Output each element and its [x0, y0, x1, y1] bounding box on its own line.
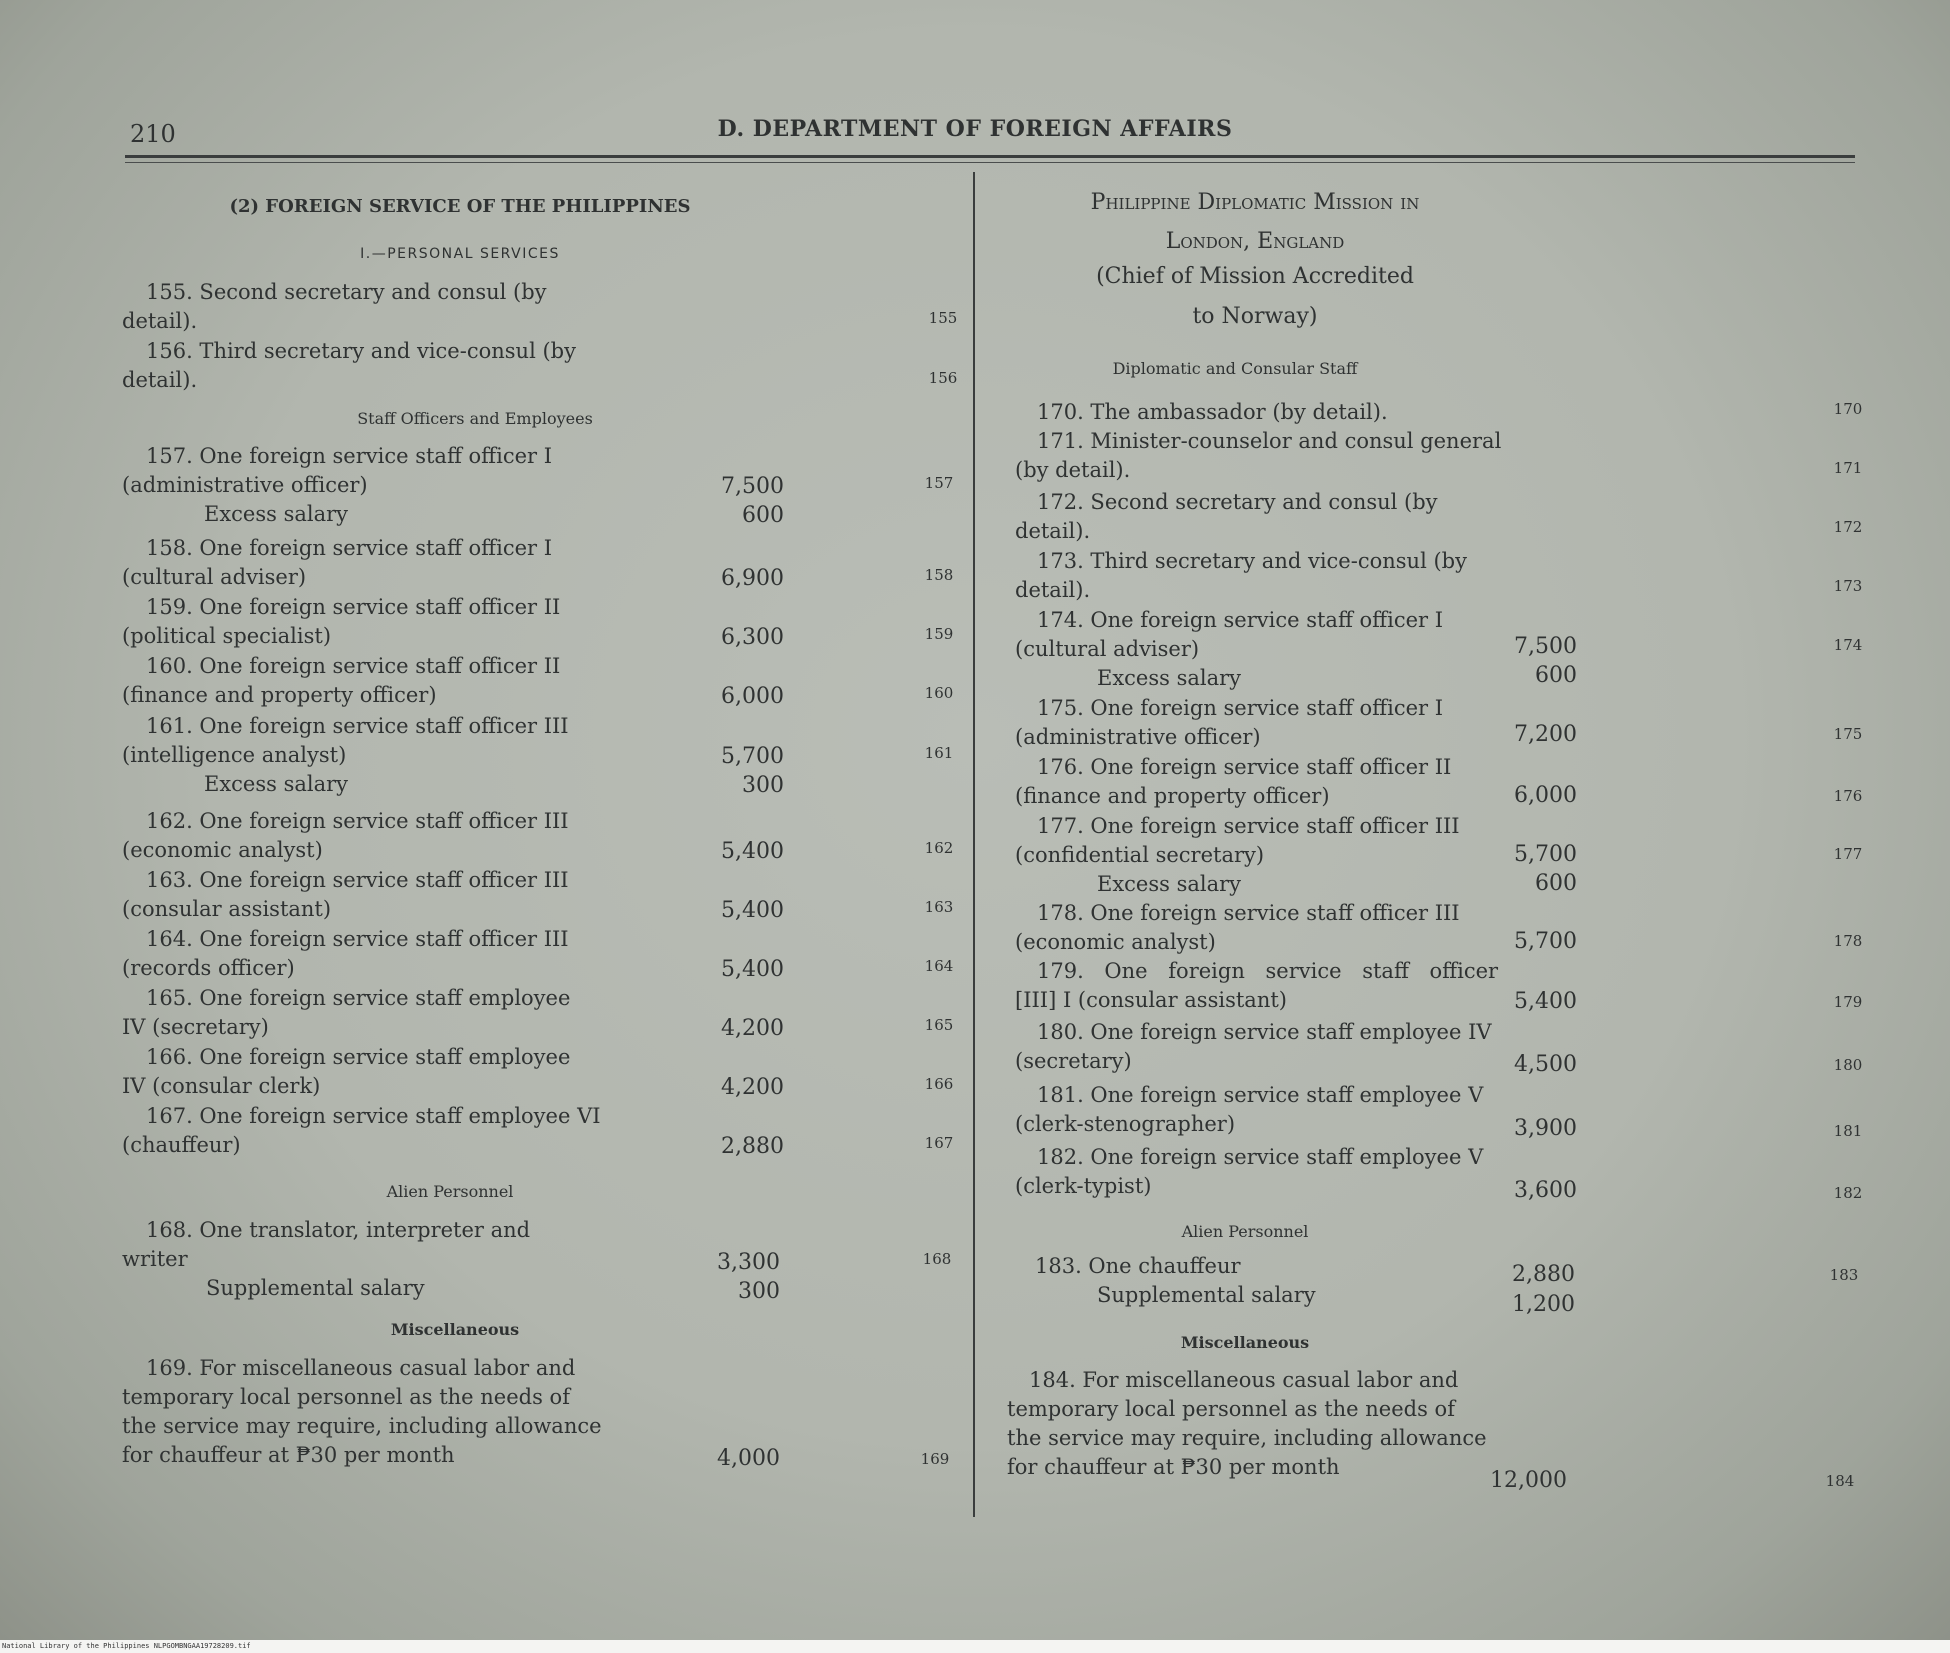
- line-number: 178: [1833, 932, 1863, 950]
- mission-title-4: to Norway): [1192, 304, 1318, 329]
- line-item-179: [1015, 957, 1515, 1015]
- excess-label: Supplemental salary: [1097, 1283, 1316, 1307]
- item-text: 179. One foreign service staff officer: [1037, 959, 1499, 983]
- page-number: 210: [130, 120, 176, 148]
- item-text: 165. One foreign service staff employee: [146, 986, 571, 1010]
- amount: 7,200: [1514, 722, 1577, 747]
- excess-amount: 600: [742, 503, 784, 528]
- item-text: (administrative officer): [1015, 725, 1261, 749]
- line-item-183: [1015, 1252, 1515, 1310]
- mission-title-1: Philippine Diplomatic Mission in: [1090, 190, 1420, 215]
- excess-label: Supplemental salary: [206, 1276, 425, 1300]
- item-text: temporary local personnel as the needs of: [122, 1385, 570, 1409]
- line-number: 164: [924, 957, 954, 975]
- line-number: 170: [1833, 400, 1863, 418]
- item-text: 155. Second secretary and consul (by: [146, 280, 547, 304]
- item-text: 182. One foreign service staff employee V: [1037, 1145, 1484, 1169]
- item-text: (finance and property officer): [122, 683, 437, 707]
- amount: 6,300: [721, 625, 784, 650]
- line-number: 180: [1833, 1056, 1863, 1074]
- item-text: (intelligence analyst): [122, 743, 347, 767]
- line-number: 177: [1833, 845, 1863, 863]
- item-text: 163. One foreign service staff officer III: [146, 868, 569, 892]
- line-number: 163: [924, 898, 954, 916]
- line-item-184: [1007, 1366, 1515, 1482]
- line-number: 173: [1833, 577, 1863, 595]
- line-number: 166: [924, 1075, 954, 1093]
- item-text: 175. One foreign service staff officer I: [1037, 696, 1444, 720]
- excess-amount: 300: [742, 773, 784, 798]
- line-number: 168: [922, 1250, 952, 1268]
- item-text: (confidential secretary): [1015, 843, 1265, 867]
- item-text: detail).: [122, 309, 198, 333]
- line-item-174: [1015, 606, 1515, 693]
- amount: 6,900: [721, 566, 784, 591]
- section-subtitle: I.—PERSONAL SERVICES: [360, 246, 560, 262]
- subheading-staff: Staff Officers and Employees: [357, 409, 593, 428]
- line-number: 179: [1833, 993, 1863, 1011]
- amount: 5,400: [721, 898, 784, 923]
- subheading-misc: Miscellaneous: [390, 1320, 520, 1339]
- line-item-155: [122, 278, 622, 336]
- amount: 7,500: [1514, 634, 1577, 659]
- line-item-181: [1015, 1081, 1515, 1139]
- line-item-165: [122, 984, 622, 1042]
- line-number: 157: [924, 474, 954, 492]
- item-text: 160. One foreign service staff officer II: [146, 654, 561, 678]
- item-text: 156. Third secretary and vice-consul (by: [146, 339, 576, 363]
- amount: 6,000: [721, 684, 784, 709]
- excess-label: Excess salary: [204, 502, 349, 526]
- item-text: detail).: [1015, 519, 1091, 543]
- line-item-171: [1015, 427, 1515, 485]
- item-text: 167. One foreign service staff employee VI: [146, 1104, 601, 1128]
- running-head: D. DEPARTMENT OF FOREIGN AFFAIRS: [717, 116, 1233, 142]
- line-item-182: [1015, 1143, 1515, 1201]
- excess-amount: 600: [1535, 663, 1577, 688]
- item-text: 183. One chauffeur: [1035, 1254, 1241, 1278]
- line-item-169: [122, 1354, 622, 1470]
- line-item-163: [122, 866, 622, 924]
- item-text: 169. For miscellaneous casual labor and: [146, 1356, 576, 1380]
- line-number: 167: [924, 1134, 954, 1152]
- amount: 5,700: [721, 744, 784, 769]
- amount: 7,500: [721, 474, 784, 499]
- line-item-170: [1015, 398, 1515, 427]
- scan-footer: National Library of the Philippines NLPGOMBNGAA19728209.tif: [0, 1640, 1950, 1653]
- line-number: 158: [924, 566, 954, 584]
- item-text: (economic analyst): [122, 838, 323, 862]
- mission-title-3: (Chief of Mission Accredited: [1096, 264, 1414, 289]
- line-item-176: [1015, 753, 1515, 811]
- item-text: (finance and property officer): [1015, 784, 1330, 808]
- line-number: 162: [924, 839, 954, 857]
- item-text: 180. One foreign service staff employee IV: [1037, 1020, 1492, 1044]
- excess-label: Excess salary: [1097, 872, 1242, 896]
- subheading-diplomatic: Diplomatic and Consular Staff: [1112, 359, 1358, 378]
- line-item-177: [1015, 812, 1515, 899]
- subheading-alien: Alien Personnel: [1181, 1222, 1309, 1241]
- item-text: the service may require, including allowance: [1007, 1426, 1487, 1450]
- line-item-180: [1015, 1018, 1515, 1076]
- item-text: IV (secretary): [122, 1015, 269, 1039]
- subheading-misc: Miscellaneous: [1180, 1333, 1310, 1352]
- excess-label: Excess salary: [204, 772, 349, 796]
- line-item-175: [1015, 694, 1515, 752]
- item-text: 157. One foreign service staff officer I: [146, 444, 553, 468]
- item-text: 164. One foreign service staff officer III: [146, 927, 569, 951]
- line-number: 172: [1833, 518, 1863, 536]
- amount: 5,700: [1514, 929, 1577, 954]
- item-text: [III] I (consular assistant): [1015, 988, 1287, 1012]
- line-item-156: [122, 337, 622, 395]
- line-number: 181: [1833, 1122, 1863, 1140]
- line-number: 155: [928, 309, 958, 327]
- line-item-167: [122, 1102, 622, 1160]
- item-text: (cultural adviser): [122, 565, 307, 589]
- item-text: (by detail).: [1015, 458, 1131, 482]
- section-title: (2) FOREIGN SERVICE OF THE PHILIPPINES: [229, 196, 691, 217]
- line-item-159: [122, 593, 622, 651]
- item-text: detail).: [1015, 578, 1091, 602]
- amount: 5,700: [1514, 842, 1577, 867]
- item-text: 166. One foreign service staff employee: [146, 1045, 571, 1069]
- line-number: 160: [924, 684, 954, 702]
- line-number: 176: [1833, 787, 1863, 805]
- line-number: 184: [1825, 1472, 1855, 1490]
- amount: 2,880: [1512, 1262, 1575, 1287]
- amount: 4,200: [721, 1075, 784, 1100]
- excess-amount: 1,200: [1512, 1292, 1575, 1317]
- line-item-164: [122, 925, 622, 983]
- amount: 5,400: [1514, 989, 1577, 1014]
- line-item-166: [122, 1043, 622, 1101]
- item-text: 172. Second secretary and consul (by: [1037, 490, 1438, 514]
- amount: 5,400: [721, 957, 784, 982]
- item-text: detail).: [122, 368, 198, 392]
- item-text: 170. The ambassador (by detail).: [1037, 400, 1388, 424]
- subheading-alien: Alien Personnel: [386, 1182, 514, 1201]
- amount: 3,600: [1514, 1178, 1577, 1203]
- excess-amount: 600: [1535, 871, 1577, 896]
- excess-amount: 300: [738, 1279, 780, 1304]
- line-number: 175: [1833, 725, 1863, 743]
- item-text: 184. For miscellaneous casual labor and: [1029, 1368, 1459, 1392]
- item-text: (clerk-typist): [1015, 1174, 1152, 1198]
- item-text: 159. One foreign service staff officer II: [146, 595, 561, 619]
- mission-title-2: London, England: [1165, 229, 1345, 254]
- amount: 3,300: [717, 1250, 780, 1275]
- item-text: 158. One foreign service staff officer I: [146, 536, 553, 560]
- item-text: 173. Third secretary and vice-consul (by: [1037, 549, 1467, 573]
- line-number: 161: [924, 744, 954, 762]
- item-text: (consular assistant): [122, 897, 332, 921]
- line-item-178: [1015, 899, 1515, 957]
- amount: 3,900: [1514, 1116, 1577, 1141]
- line-number: 183: [1829, 1266, 1859, 1284]
- amount: 4,000: [717, 1446, 780, 1471]
- line-item-160: [122, 652, 622, 710]
- amount: 4,500: [1514, 1052, 1577, 1077]
- line-item-168: [122, 1216, 622, 1303]
- line-number: 169: [920, 1450, 950, 1468]
- item-text: 176. One foreign service staff officer II: [1037, 755, 1452, 779]
- line-item-158: [122, 534, 622, 592]
- line-number: 159: [924, 625, 954, 643]
- item-text: IV (consular clerk): [122, 1074, 321, 1098]
- item-text: (economic analyst): [1015, 930, 1216, 954]
- item-text: 171. Minister-counselor and consul general: [1037, 429, 1502, 453]
- item-text: writer: [122, 1247, 188, 1271]
- item-text: 177. One foreign service staff officer III: [1037, 814, 1460, 838]
- line-number: 156: [928, 369, 958, 387]
- amount: 12,000: [1490, 1468, 1567, 1493]
- item-text: (administrative officer): [122, 473, 368, 497]
- item-text: 181. One foreign service staff employee V: [1037, 1083, 1484, 1107]
- item-text: 178. One foreign service staff officer III: [1037, 901, 1460, 925]
- amount: 5,400: [721, 839, 784, 864]
- item-text: for chauffeur at ₱30 per month: [122, 1443, 455, 1467]
- item-text: 168. One translator, interpreter and: [146, 1218, 531, 1242]
- column-divider: [973, 172, 975, 1517]
- amount: 4,200: [721, 1016, 784, 1041]
- item-text: (cultural adviser): [1015, 637, 1200, 661]
- line-item-157: [122, 442, 622, 529]
- excess-label: Excess salary: [1097, 666, 1242, 690]
- line-number: 171: [1833, 459, 1863, 477]
- item-text: 174. One foreign service staff officer I: [1037, 608, 1444, 632]
- item-text: (secretary): [1015, 1049, 1132, 1073]
- item-text: temporary local personnel as the needs of: [1007, 1397, 1455, 1421]
- amount: 2,880: [721, 1134, 784, 1159]
- amount: 6,000: [1514, 783, 1577, 808]
- line-number: 182: [1833, 1184, 1863, 1202]
- line-item-173: [1015, 547, 1515, 605]
- item-text: 161. One foreign service staff officer III: [146, 714, 569, 738]
- item-text: (chauffeur): [122, 1133, 241, 1157]
- line-number: 174: [1833, 636, 1863, 654]
- header-rule-thin: [125, 162, 1855, 163]
- line-item-172: [1015, 488, 1515, 546]
- line-item-162: [122, 807, 622, 865]
- line-item-161: [122, 712, 622, 799]
- item-text: the service may require, including allowance: [122, 1414, 602, 1438]
- item-text: 162. One foreign service staff officer III: [146, 809, 569, 833]
- item-text: (records officer): [122, 956, 295, 980]
- item-text: (clerk-stenographer): [1015, 1112, 1236, 1136]
- header-rule: [125, 155, 1855, 158]
- line-number: 165: [924, 1016, 954, 1034]
- item-text: for chauffeur at ₱30 per month: [1007, 1455, 1340, 1479]
- item-text: (political specialist): [122, 624, 332, 648]
